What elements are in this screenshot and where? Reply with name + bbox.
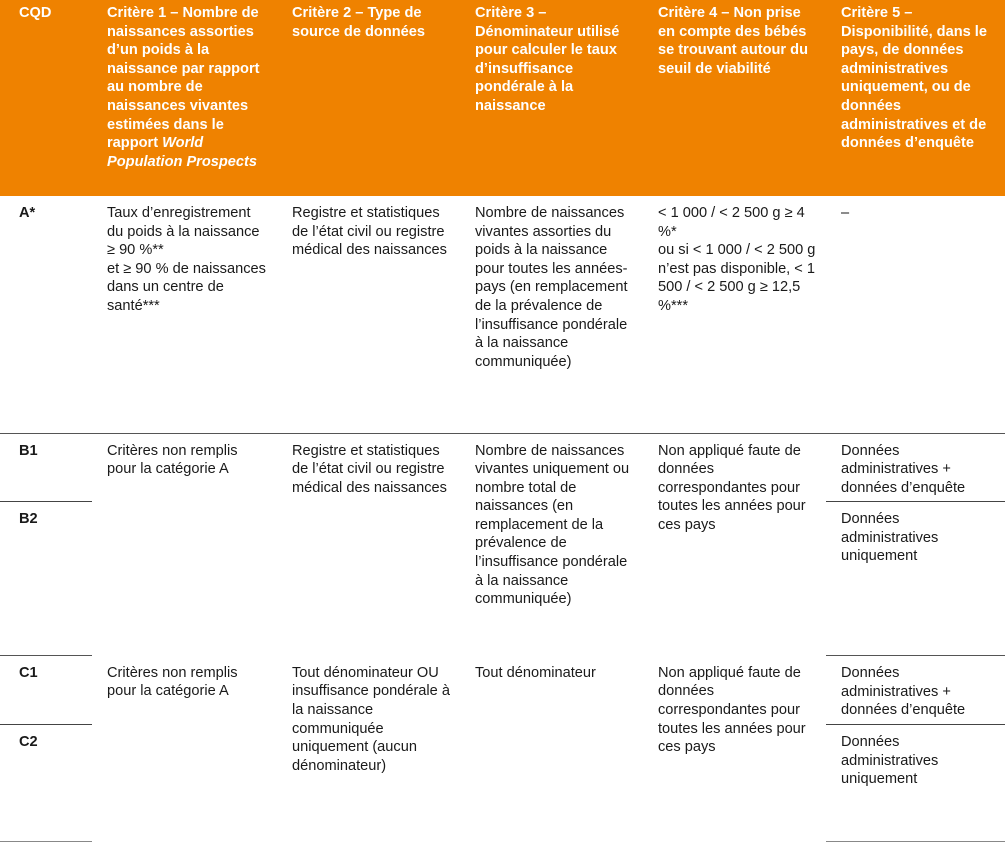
cell-b-criterion-4: Non appliqué faute de données correspondantes pour toutes les années pour ces pays xyxy=(658,442,806,533)
cell-b-criterion-1: Critères non remplis pour la catégorie A xyxy=(107,442,238,478)
cell-c-criterion-1: Critères non remplis pour la catégorie A xyxy=(107,664,238,700)
cell-c1-criterion-5: Données administratives + données d’enquête xyxy=(826,656,1005,725)
cell-a-criterion-4: < 1 000 / < 2 500 g ≥ 4 %* ou si < 1 000 / < 2 500 g n’est pas disponible, < 1 500 / < 2 500 g ≥ 12,5 %*** xyxy=(643,196,826,433)
header-criterion-1-text: Critère 1 – Nombre de naissances assorties d’un poids à la naissance par rapport au nombre de naissances vivantes estimées dans le rapport xyxy=(107,5,260,152)
header-criterion-3: Critère 3 – Dénominateur utilisé pour calculer le taux d’insuffisance pondérale à la naissance xyxy=(460,0,643,196)
category-b1: B1 xyxy=(0,433,92,502)
cell-b-criterion-2: Registre et statistiques de l’état civil ou registre médical des naissances xyxy=(292,442,447,496)
cell-c2-criterion-5: Données administratives uniquement xyxy=(826,725,1005,842)
cell-c-criterion-2: Tout dénominateur OU insuffisance pondérale à la naissance communiquée uniquement (aucun dénominateur) xyxy=(292,664,450,774)
table-header xyxy=(0,0,1005,196)
table-row-b1 xyxy=(0,433,1005,502)
cell-a-criterion-2: Registre et statistiques de l’état civil ou registre médical des naissances xyxy=(277,196,460,433)
cell-b1-criterion-5: Données administratives + données d’enquête xyxy=(826,433,1005,502)
header-criterion-4: Critère 4 – Non prise en compte des bébés se trouvant autour du seuil de viabilité xyxy=(643,0,826,196)
category-c2: C2 xyxy=(0,725,92,842)
table-row-c1 xyxy=(0,656,1005,725)
category-a: A* xyxy=(0,196,92,433)
cell-a-criterion-5: – xyxy=(826,196,1005,433)
header-criterion-1-report-title: World Population Prospects xyxy=(107,135,258,170)
header-row xyxy=(0,0,1005,196)
table-row-a xyxy=(0,196,1005,433)
cell-b-criterion-3: Nombre de naissances vivantes uniquement ou nombre total de naissances (en remplacement de la prévalence de l’insuffisance pondérale à la naissance communiquée) xyxy=(475,442,630,608)
header-criterion-2: Critère 2 – Type de source de données xyxy=(277,0,460,196)
cell-b2-criterion-5: Données administratives uniquement xyxy=(826,502,1005,656)
header-cqd: CQD xyxy=(0,0,92,196)
table-body xyxy=(0,196,1005,842)
category-c1: C1 xyxy=(0,656,92,725)
cell-a-criterion-3: Nombre de naissances vivantes assorties du poids à la naissance pour toutes les années-pays (en remplacement de la prévalence de l’insuffisance pondérale à la naissance communiquée) xyxy=(460,196,643,433)
category-b2: B2 xyxy=(0,502,92,656)
cell-c-criterion-4: Non appliqué faute de données correspondantes pour toutes les années pour ces pays xyxy=(658,664,806,756)
header-criterion-1 xyxy=(92,0,277,196)
cell-a-criterion-1: Taux d’enregistrement du poids à la naissance ≥ 90 %** et ≥ 90 % de naissances dans un centre de santé*** xyxy=(92,196,277,433)
header-criterion-5: Critère 5 – Disponibilité, dans le pays, de données administratives uniquement, ou de données administratives et de données d’enquête xyxy=(826,0,1005,196)
cell-c-criterion-3: Tout dénominateur xyxy=(475,664,596,681)
